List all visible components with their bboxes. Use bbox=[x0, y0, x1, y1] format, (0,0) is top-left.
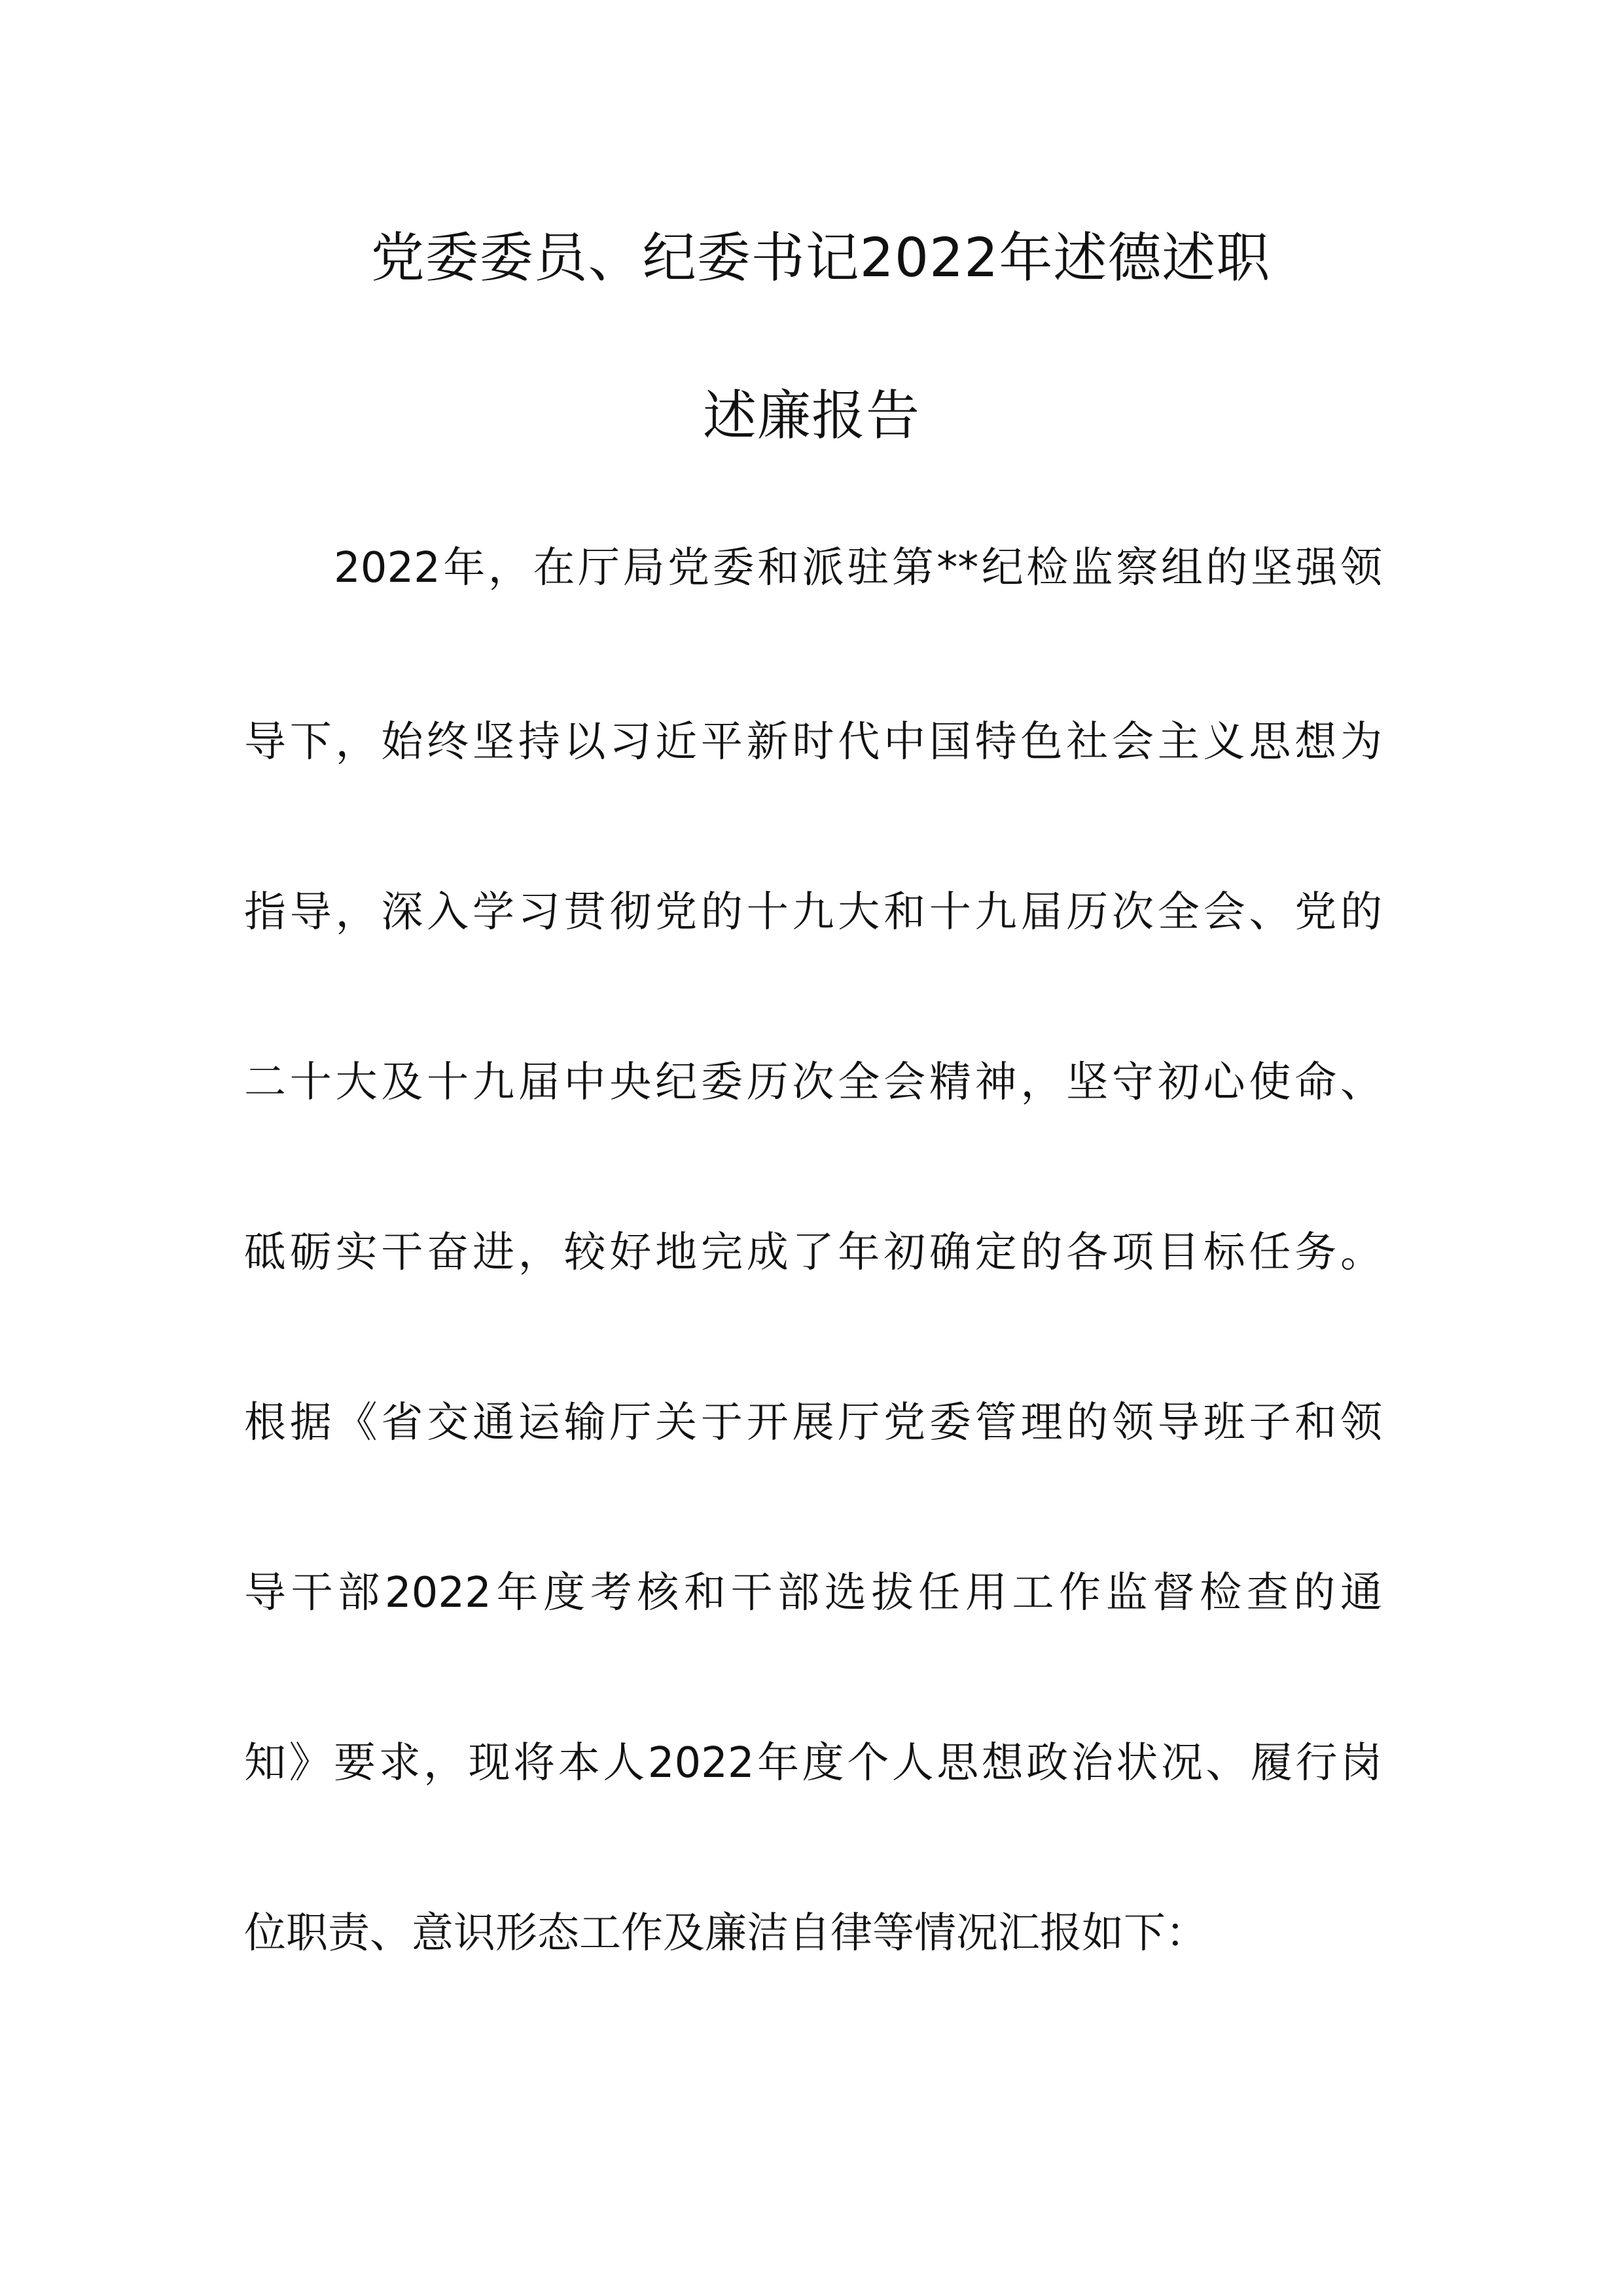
body-text-line-6: 根据《省交通运输厅关于开展厅党委管理的领导班子和领 bbox=[244, 1399, 1382, 1447]
body-text-line-9: 位职责、意识形态工作及廉洁自律等情况汇报如下： bbox=[244, 1909, 1207, 1958]
body-text-line-4: 二十大及十九届中央纪委历次全会精神，坚守初心使命、 bbox=[244, 1058, 1382, 1107]
document-title-line-2: 述廉报告 bbox=[702, 385, 920, 447]
body-text-line-8: 知》要求，现将本人2022年度个人思想政治状况、履行岗 bbox=[244, 1739, 1382, 1787]
body-text-line-7: 导干部2022年度考核和干部选拔任用工作监督检查的通 bbox=[244, 1569, 1382, 1617]
body-text-line-1: 2022年，在厅局党委和派驻第**纪检监察组的坚强领 bbox=[334, 544, 1382, 592]
body-text-line-5: 砥砺实干奋进，较好地完成了年初确定的各项目标任务。 bbox=[244, 1229, 1382, 1277]
body-text-line-3: 指导，深入学习贯彻党的十九大和十九届历次全会、党的 bbox=[244, 888, 1382, 937]
body-text-line-2: 导下，始终坚持以习近平新时代中国特色社会主义思想为 bbox=[244, 718, 1382, 766]
document-title-line-1: 党委委员、纪委书记2022年述德述职 bbox=[370, 227, 1271, 289]
